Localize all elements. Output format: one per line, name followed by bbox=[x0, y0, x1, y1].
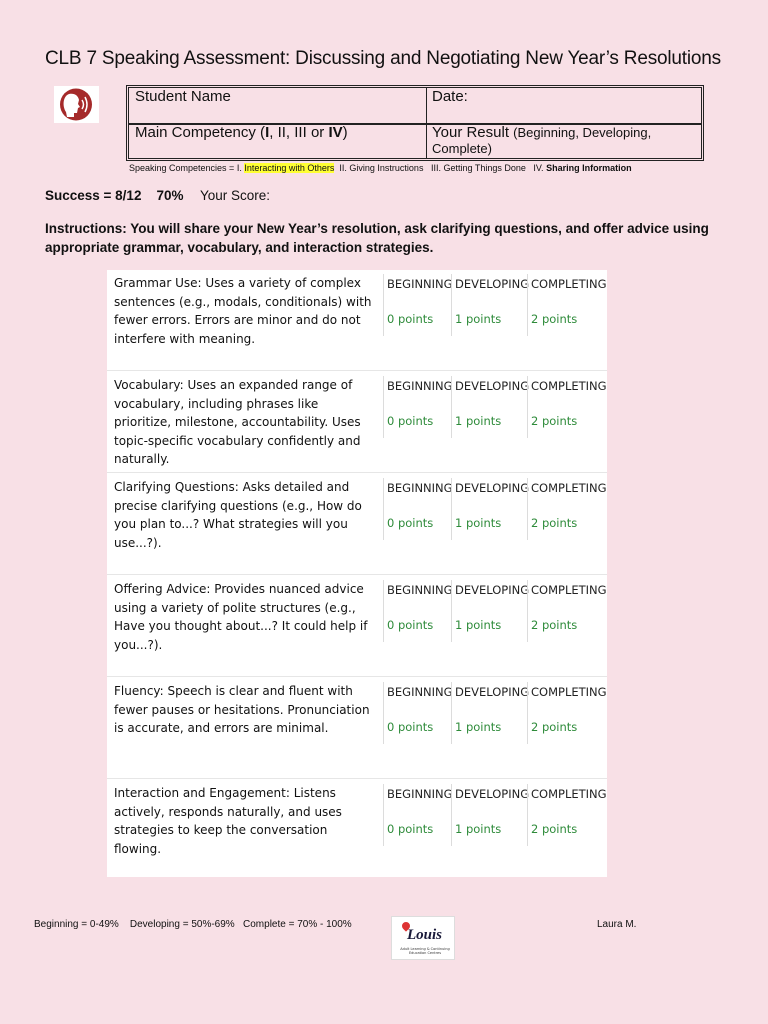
logo-name: Louis bbox=[407, 927, 443, 943]
points-label: 2 points bbox=[531, 312, 578, 326]
row-divider bbox=[107, 574, 607, 575]
points-label: 0 points bbox=[387, 516, 434, 530]
author: Laura M. bbox=[597, 919, 637, 930]
points-label: 1 points bbox=[455, 516, 502, 530]
rubric-row bbox=[107, 372, 607, 472]
level-label: DEVELOPING bbox=[455, 685, 530, 699]
rubric-row bbox=[107, 780, 607, 880]
points-label: 1 points bbox=[455, 720, 502, 734]
row-divider bbox=[107, 778, 607, 779]
level-option-developing[interactable] bbox=[451, 682, 530, 744]
level-option-developing[interactable] bbox=[451, 580, 530, 642]
your-result-field[interactable] bbox=[432, 125, 702, 157]
criterion-text: Fluency: Speech is clear and fluent with fewer pauses or hesitations. Pronunciation is accurate, and errors are minimal. bbox=[114, 684, 370, 735]
criterion-text: Grammar Use: Uses a variety of complex sentences (e.g., modals, conditionals) with fewer errors. Errors are minor and do not interfere with meaning. bbox=[114, 276, 372, 346]
level-label: COMPLETING bbox=[531, 787, 607, 801]
level-label: DEVELOPING bbox=[455, 481, 530, 495]
rubric-row bbox=[107, 576, 607, 676]
level-label: BEGINNING bbox=[387, 277, 453, 291]
competency-item-bold: Sharing Information bbox=[546, 163, 632, 173]
rubric-row bbox=[107, 678, 607, 778]
student-info-table bbox=[126, 85, 704, 161]
competency-item: II. Giving Instructions bbox=[339, 163, 424, 173]
level-option-developing[interactable] bbox=[451, 376, 530, 438]
level-option-beginning[interactable] bbox=[383, 376, 451, 438]
row-divider bbox=[107, 676, 607, 677]
level-label: DEVELOPING bbox=[455, 583, 530, 597]
level-option-completing[interactable] bbox=[527, 478, 605, 540]
date-field[interactable]: Date: bbox=[432, 88, 468, 105]
main-competency-field[interactable]: Main Competency (I, II, III or IV) bbox=[135, 124, 348, 141]
level-option-beginning[interactable] bbox=[383, 682, 451, 744]
level-label: BEGINNING bbox=[387, 379, 453, 393]
level-label: DEVELOPING bbox=[455, 787, 530, 801]
result-label: Your Result bbox=[432, 124, 509, 141]
level-option-developing[interactable] bbox=[451, 784, 530, 846]
speaking-head-icon bbox=[54, 86, 99, 123]
competencies-legend bbox=[129, 163, 632, 173]
points-label: 2 points bbox=[531, 720, 578, 734]
student-name-field[interactable]: Student Name bbox=[135, 88, 231, 105]
competency-roman-3: III bbox=[294, 124, 307, 141]
school-logo bbox=[391, 916, 455, 960]
points-label: 0 points bbox=[387, 720, 434, 734]
level-label: COMPLETING bbox=[531, 685, 607, 699]
points-label: 0 points bbox=[387, 414, 434, 428]
points-label: 1 points bbox=[455, 618, 502, 632]
level-option-developing[interactable] bbox=[451, 274, 530, 336]
competency-label: Main Competency ( bbox=[135, 124, 266, 141]
points-label: 2 points bbox=[531, 516, 578, 530]
row-divider bbox=[107, 370, 607, 371]
competencies-prefix: Speaking Competencies = I. bbox=[129, 163, 242, 173]
row-divider bbox=[107, 472, 607, 473]
points-label: 0 points bbox=[387, 822, 434, 836]
level-label: DEVELOPING bbox=[455, 379, 530, 393]
page-title: CLB 7 Speaking Assessment: Discussing and Negotiating New Year’s Resolutions bbox=[45, 48, 721, 69]
level-option-beginning[interactable] bbox=[383, 580, 451, 642]
competency-roman-2: II bbox=[277, 124, 286, 141]
grading-scale: Beginning = 0-49% Developing = 50%-69% Complete = 70% - 100% bbox=[34, 919, 352, 930]
level-label: BEGINNING bbox=[387, 787, 453, 801]
points-label: 0 points bbox=[387, 312, 434, 326]
level-option-completing[interactable] bbox=[527, 376, 605, 438]
points-label: 0 points bbox=[387, 618, 434, 632]
your-score-field[interactable]: Your Score: bbox=[200, 188, 271, 203]
points-label: 1 points bbox=[455, 414, 502, 428]
level-label: BEGINNING bbox=[387, 583, 453, 597]
competency-roman-4: IV bbox=[328, 124, 343, 141]
level-option-completing[interactable] bbox=[527, 580, 605, 642]
competency-highlighted: Interacting with Others bbox=[244, 163, 335, 173]
competency-item: III. Getting Things Done bbox=[430, 163, 526, 173]
success-label: Success = 8/12 bbox=[45, 188, 142, 203]
success-threshold bbox=[45, 188, 184, 203]
level-option-beginning[interactable] bbox=[383, 274, 451, 336]
rubric-row bbox=[107, 474, 607, 574]
level-option-completing[interactable] bbox=[527, 682, 605, 744]
level-label: COMPLETING bbox=[531, 481, 607, 495]
criterion-text: Vocabulary: Uses an expanded range of vocabulary, including phrases like prioritize, milestone, accountability. Uses topic-specific vocabulary confidently and naturally. bbox=[114, 378, 361, 466]
result-options: (Beginning, Developing, Complete) bbox=[432, 125, 652, 156]
criterion-text: Interaction and Engagement: Listens actively, responds naturally, and uses strategies to keep the conversation flowing. bbox=[114, 786, 342, 856]
level-label: BEGINNING bbox=[387, 685, 453, 699]
level-label: DEVELOPING bbox=[455, 277, 530, 291]
criterion-text: Clarifying Questions: Asks detailed and precise clarifying questions (e.g., How do you plan to...? What strategies will you use...?). bbox=[114, 480, 362, 550]
instructions: Instructions: You will share your New Year’s resolution, ask clarifying questions, and offer advice using appropriate grammar, vocabulary, and interaction strategies. bbox=[45, 221, 709, 255]
level-label: COMPLETING bbox=[531, 379, 607, 393]
rubric-table bbox=[107, 270, 607, 877]
competency-roman-1: I bbox=[265, 124, 270, 141]
points-label: 2 points bbox=[531, 822, 578, 836]
level-option-completing[interactable] bbox=[527, 784, 605, 846]
logo-subtitle: Adult Learning & Continuing Education Centres bbox=[400, 947, 450, 955]
level-option-beginning[interactable] bbox=[383, 784, 451, 846]
points-label: 1 points bbox=[455, 822, 502, 836]
success-percent: 70% bbox=[156, 188, 184, 203]
points-label: 2 points bbox=[531, 414, 578, 428]
level-option-beginning[interactable] bbox=[383, 478, 451, 540]
rubric-row bbox=[107, 270, 607, 370]
level-option-completing[interactable] bbox=[527, 274, 605, 336]
competency-item-prefix: IV. bbox=[533, 163, 544, 173]
level-option-developing[interactable] bbox=[451, 478, 530, 540]
points-label: 1 points bbox=[455, 312, 502, 326]
level-label: COMPLETING bbox=[531, 583, 607, 597]
level-label: COMPLETING bbox=[531, 277, 607, 291]
points-label: 2 points bbox=[531, 618, 578, 632]
criterion-text: Offering Advice: Provides nuanced advice using a variety of polite structures (e.g., Have you thought about...? It could help if you...?). bbox=[114, 582, 368, 652]
level-label: BEGINNING bbox=[387, 481, 453, 495]
